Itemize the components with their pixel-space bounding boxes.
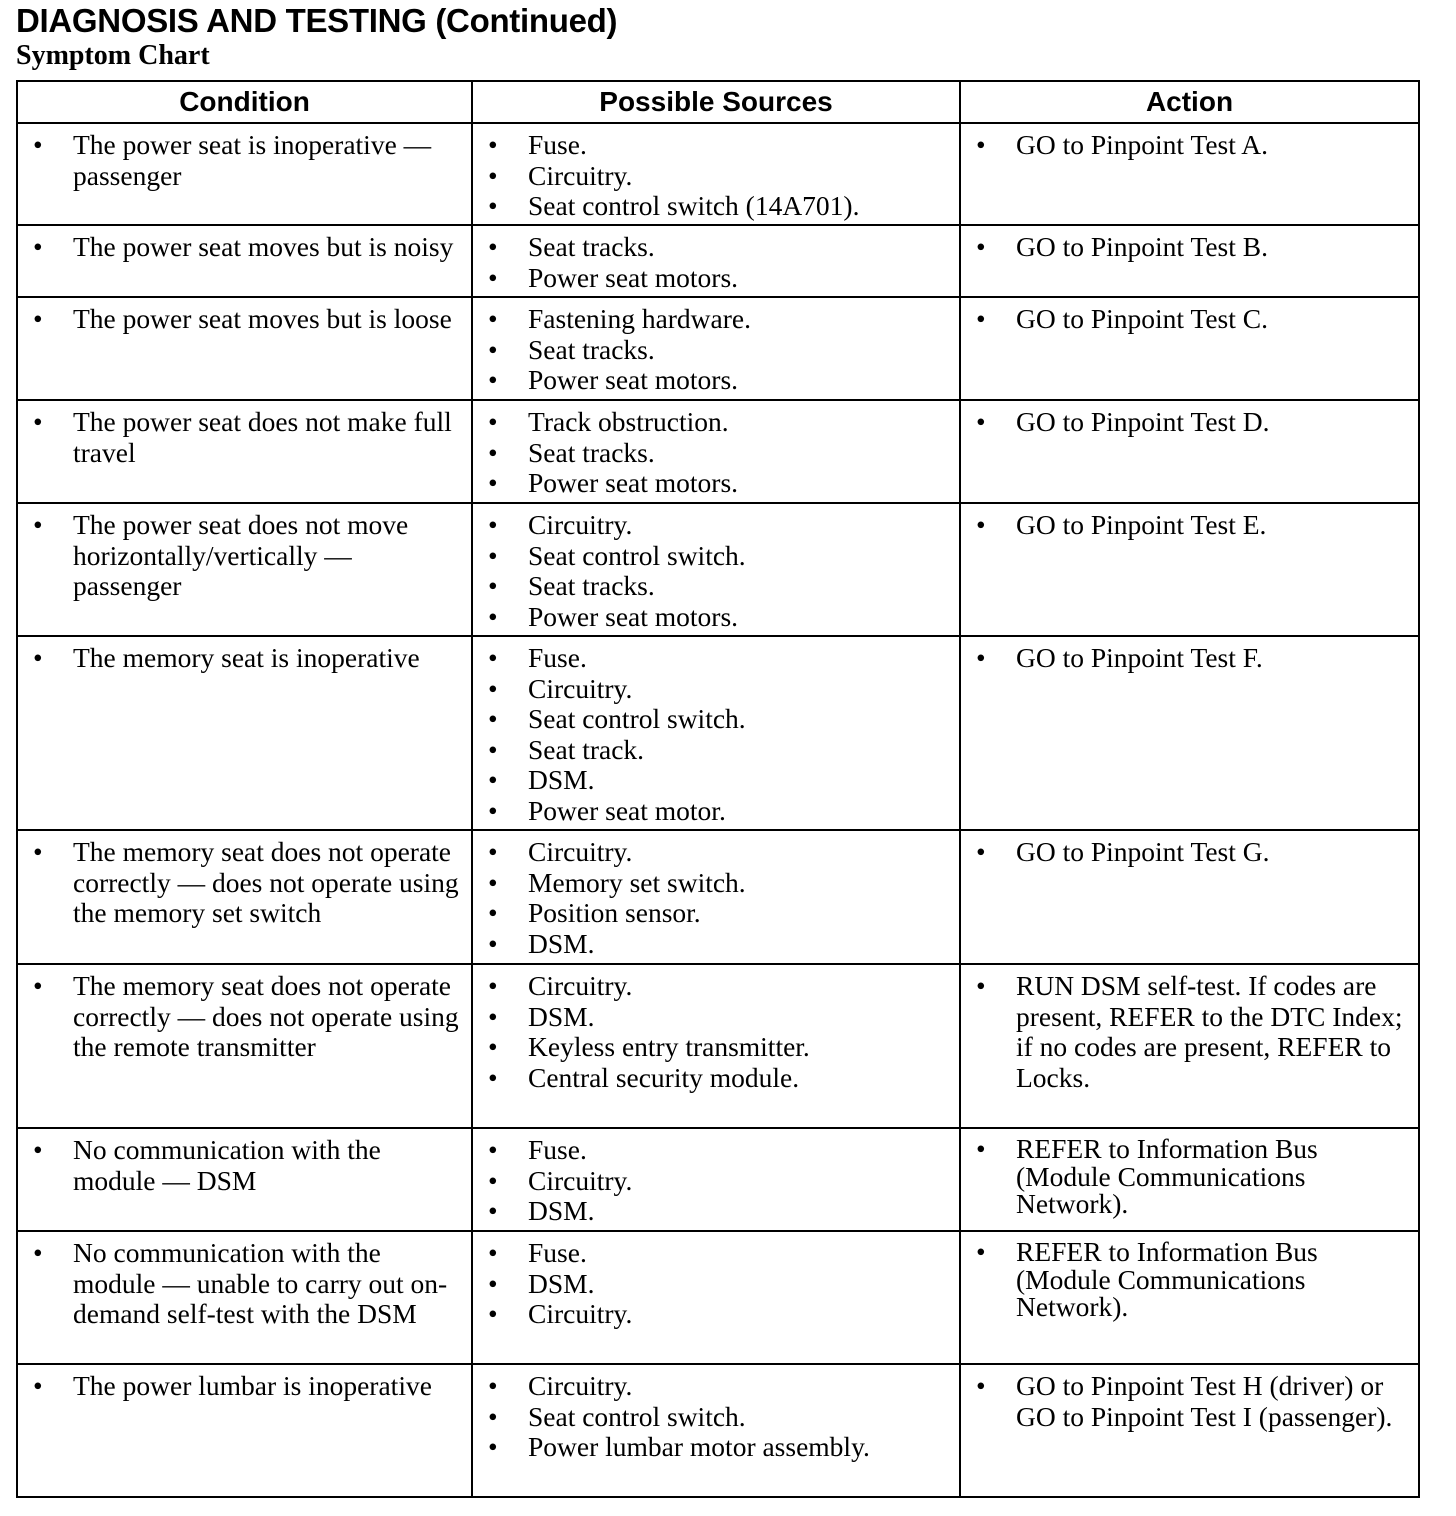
sources-cell: • Track obstruction. • Seat tracks. • Power seat motors. <box>472 400 960 503</box>
action-text: GO to Pinpoint Test C. <box>1016 303 1268 334</box>
sources-cell: • Fuse. • Circuitry. • DSM. <box>472 1128 960 1231</box>
action-text: GO to Pinpoint Test A. <box>1016 129 1268 160</box>
source-item: Power seat motors. <box>528 467 739 499</box>
action-text: GO to Pinpoint Test E. <box>1016 509 1267 540</box>
column-header-possible-sources: Possible Sources <box>472 81 960 123</box>
table-header-row <box>17 81 1419 123</box>
condition-text: No communication with the module — DSM <box>73 1134 381 1196</box>
table-row <box>17 225 1419 297</box>
condition-cell: • The memory seat is inoperative <box>17 636 472 830</box>
source-item: Circuitry. <box>528 509 633 540</box>
source-item: Seat track. <box>528 733 645 765</box>
source-item: DSM. <box>528 1000 595 1032</box>
source-item: Central security module. <box>528 1061 800 1093</box>
condition-cell: • No communication with the module — DSM <box>17 1128 472 1231</box>
table-row <box>17 964 1419 1128</box>
column-header-action: Action <box>960 81 1419 123</box>
sources-cell: • Seat tracks. • Power seat motors. <box>472 225 960 297</box>
source-item: Keyless entry transmitter. <box>528 1031 810 1063</box>
chart-subtitle: Symptom Chart <box>16 40 210 71</box>
table-row <box>17 636 1419 830</box>
table-row <box>17 400 1419 503</box>
source-item: Fastening hardware. <box>528 303 751 334</box>
action-cell: • REFER to Information Bus (Module Communications Network). <box>960 1128 1419 1231</box>
sources-cell: • Circuitry. • DSM. • Keyless entry transmitter. • Central security module. <box>472 964 960 1128</box>
source-item: DSM. <box>528 764 595 796</box>
condition-cell: • The power seat does not make full travel <box>17 400 472 503</box>
condition-cell: • The power seat moves but is loose <box>17 297 472 400</box>
condition-cell: • The power seat moves but is noisy <box>17 225 472 297</box>
condition-cell: • The memory seat does not operate correctly — does not operate using the memory set switch <box>17 830 472 964</box>
source-item: Circuitry. <box>528 1370 633 1401</box>
condition-text: The power seat is inoperative — passenger <box>73 129 432 191</box>
source-item: DSM. <box>528 1267 595 1299</box>
symptom-chart-table <box>16 80 1420 1498</box>
source-item: Circuitry. <box>528 672 633 704</box>
condition-cell: • No communication with the module — unable to carry out on-demand self-test with the DSM <box>17 1231 472 1364</box>
action-text: GO to Pinpoint Test B. <box>1016 231 1268 262</box>
source-item: Circuitry. <box>528 970 633 1001</box>
source-item: Fuse. <box>528 1134 587 1165</box>
action-text: RUN DSM self-test. If codes are present, REFER to the DTC Index; if no codes are present, REFER to Locks. <box>1016 970 1403 1093</box>
condition-text: The memory seat does not operate correctly — does not operate using the remote transmitter <box>73 970 459 1063</box>
source-item: Power seat motor. <box>528 794 726 826</box>
source-item: DSM. <box>528 1195 595 1227</box>
source-item: Circuitry. <box>528 159 633 191</box>
action-text: GO to Pinpoint Test G. <box>1016 836 1270 867</box>
action-cell: • GO to Pinpoint Test C. <box>960 297 1419 400</box>
condition-text: No communication with the module — unable to carry out on-demand self-test with the DSM <box>73 1237 448 1330</box>
source-item: Seat control switch. <box>528 539 746 571</box>
source-item: Seat tracks. <box>528 570 655 602</box>
section-title: DIAGNOSIS AND TESTING (Continued) <box>16 2 618 39</box>
action-cell: • GO to Pinpoint Test E. <box>960 503 1419 636</box>
action-cell: • GO to Pinpoint Test B. <box>960 225 1419 297</box>
source-item: Seat control switch (14A701). <box>528 190 860 222</box>
action-cell: • GO to Pinpoint Test F. <box>960 636 1419 830</box>
source-item: Seat tracks. <box>528 231 655 262</box>
source-item: Power seat motors. <box>528 364 739 396</box>
column-header-condition: Condition <box>17 81 472 123</box>
action-text: GO to Pinpoint Test H (driver) or GO to Pinpoint Test I (passenger). <box>1016 1370 1393 1432</box>
action-cell: • GO to Pinpoint Test G. <box>960 830 1419 964</box>
table-row <box>17 123 1419 225</box>
action-cell: • GO to Pinpoint Test D. <box>960 400 1419 503</box>
source-item: Memory set switch. <box>528 866 746 898</box>
sources-cell: • Fuse. • Circuitry. • Seat control switch. • Seat track. • DSM. • Power seat motor. <box>472 636 960 830</box>
source-item: Power seat motors. <box>528 261 739 293</box>
source-item: Circuitry. <box>528 836 633 867</box>
condition-text: The memory seat does not operate correctly — does not operate using the memory set switch <box>73 836 459 929</box>
action-cell: • GO to Pinpoint Test A. <box>960 123 1419 225</box>
table-row <box>17 830 1419 964</box>
action-text: GO to Pinpoint Test F. <box>1016 642 1263 673</box>
condition-text: The power seat moves but is noisy <box>73 231 454 262</box>
action-text: REFER to Information Bus (Module Communications Network). <box>1016 1236 1318 1323</box>
condition-cell: • The power lumbar is inoperative <box>17 1364 472 1497</box>
condition-text: The memory seat is inoperative <box>73 642 420 673</box>
source-item: Track obstruction. <box>528 406 729 437</box>
sources-cell: • Fastening hardware. • Seat tracks. • Power seat motors. <box>472 297 960 400</box>
source-item: Seat tracks. <box>528 333 655 365</box>
condition-text: The power lumbar is inoperative <box>73 1370 432 1401</box>
condition-text: The power seat does not move horizontally/vertically — passenger <box>73 509 409 602</box>
action-text: REFER to Information Bus (Module Communications Network). <box>1016 1133 1318 1220</box>
source-item: Fuse. <box>528 1237 587 1268</box>
sources-cell: • Circuitry. • Seat control switch. • Power lumbar motor assembly. <box>472 1364 960 1497</box>
source-item: Fuse. <box>528 642 587 673</box>
condition-cell: • The memory seat does not operate correctly — does not operate using the remote transmitter <box>17 964 472 1128</box>
source-item: DSM. <box>528 927 595 959</box>
sources-cell: • Fuse. • Circuitry. • Seat control switch (14A701). <box>472 123 960 225</box>
source-item: Position sensor. <box>528 897 701 929</box>
sources-cell: • Fuse. • DSM. • Circuitry. <box>472 1231 960 1364</box>
source-item: Power seat motors. <box>528 600 739 632</box>
table-row <box>17 503 1419 636</box>
source-item: Seat control switch. <box>528 1400 746 1432</box>
source-item: Power lumbar motor assembly. <box>528 1431 870 1463</box>
action-text: GO to Pinpoint Test D. <box>1016 406 1270 437</box>
condition-cell: • The power seat is inoperative — passenger <box>17 123 472 225</box>
source-item: Fuse. <box>528 129 587 160</box>
table-row <box>17 297 1419 400</box>
condition-cell: • The power seat does not move horizontally/vertically — passenger <box>17 503 472 636</box>
table-row <box>17 1231 1419 1364</box>
action-cell: • GO to Pinpoint Test H (driver) or GO to Pinpoint Test I (passenger). <box>960 1364 1419 1497</box>
action-cell: • REFER to Information Bus (Module Communications Network). <box>960 1231 1419 1364</box>
table-row <box>17 1364 1419 1497</box>
source-item: Circuitry. <box>528 1164 633 1196</box>
sources-cell: • Circuitry. • Seat control switch. • Seat tracks. • Power seat motors. <box>472 503 960 636</box>
sources-cell: • Circuitry. • Memory set switch. • Position sensor. • DSM. <box>472 830 960 964</box>
source-item: Seat tracks. <box>528 436 655 468</box>
condition-text: The power seat moves but is loose <box>73 303 452 334</box>
table-row <box>17 1128 1419 1231</box>
condition-text: The power seat does not make full travel <box>73 406 452 468</box>
source-item: Circuitry. <box>528 1298 633 1330</box>
source-item: Seat control switch. <box>528 703 746 735</box>
action-cell: • RUN DSM self-test. If codes are present, REFER to the DTC Index; if no codes are present, REFER to Locks. <box>960 964 1419 1128</box>
